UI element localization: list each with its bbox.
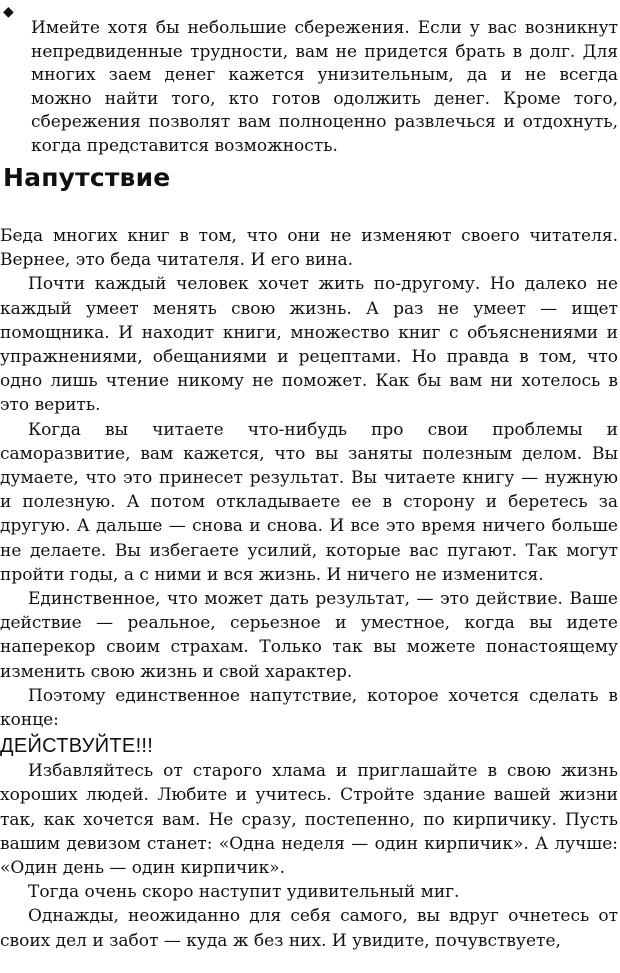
paragraph-3: Когда вы читаете что-нибудь про свои проблемы и саморазвитие, вам кажется, что вы заняты полезным делом. Вы думаете, что это принесет результат. Вы читаете книгу — нужную и полезную. А потом откладываете ее в сторону и беретесь за другую. А дальше — снова и снова. И все это время ничего больше не делаете. Вы избегаете усилий, которые вас пугают. Так могут пройти годы, а с ними и вся жизнь. И ничего не изменится. <box>0 419 618 585</box>
paragraph-1: Беда многих книг в том, что они не изменяют своего читателя. Вернее, это беда читателя. И его вина. <box>0 226 618 271</box>
paragraph-4: Единственное, что может дать результат, — это действие. Ваше действие — реальное, серьезное и уместное, когда вы идете наперекор своим страхам. Только так вы можете понастоящему изменить свою жизнь и свой характер. <box>0 589 618 682</box>
paragraph-8: Однажды, неожиданно для себя самого, вы вдруг очнетесь от своих дел и забот — куда ж без них. И увидите, почувствуете, <box>0 906 618 951</box>
diamond-bullet-icon: ◆ <box>3 4 14 20</box>
paragraph-2: Почти каждый человек хочет жить по-другому. Но далеко не каждый умеет менять свою жизнь. А раз не умеет — ищет помощника. И находит книги, множество книг с объяснениями и упражнениями, обещаниями и рецептами. Но правда в том, что одно лишь чтение никому не поможет. Как бы вам ни хотелось в это верить. <box>0 274 618 416</box>
section-body <box>0 224 618 953</box>
paragraph-5: Поэтому единственное напутствие, которое хочется сделать в конце: <box>0 685 618 731</box>
call-to-action: ДЕЙСТВУЙТЕ!!! <box>0 735 154 758</box>
section-heading: Напутствие <box>3 163 171 192</box>
bullet-text: Имейте хотя бы небольшие сбережения. Если у вас возникнут непредвиденные трудности, вам не придется брать в долг. Для многих заем денег кажется унизительным, да и не всегда можно найти того, кто готов одолжить денег. Кроме того, сбережения позволят вам полноценно развлечься и отдохнуть, когда представится возможность. <box>31 18 618 156</box>
paragraph-7: Тогда очень скоро наступит удивительный миг. <box>28 882 460 903</box>
paragraph-6: Избавляйтесь от старого хлама и приглашайте в свою жизнь хороших людей. Любите и учитесь. Стройте здание вашей жизни так, как хочется вам. Не сразу, постепенно, по кирпичику. Пусть вашим девизом станет: «Одна неделя — один кирпичик». А лучше: «Один день — один кирпичик». <box>0 761 618 879</box>
bullet-list-item <box>0 0 620 176</box>
